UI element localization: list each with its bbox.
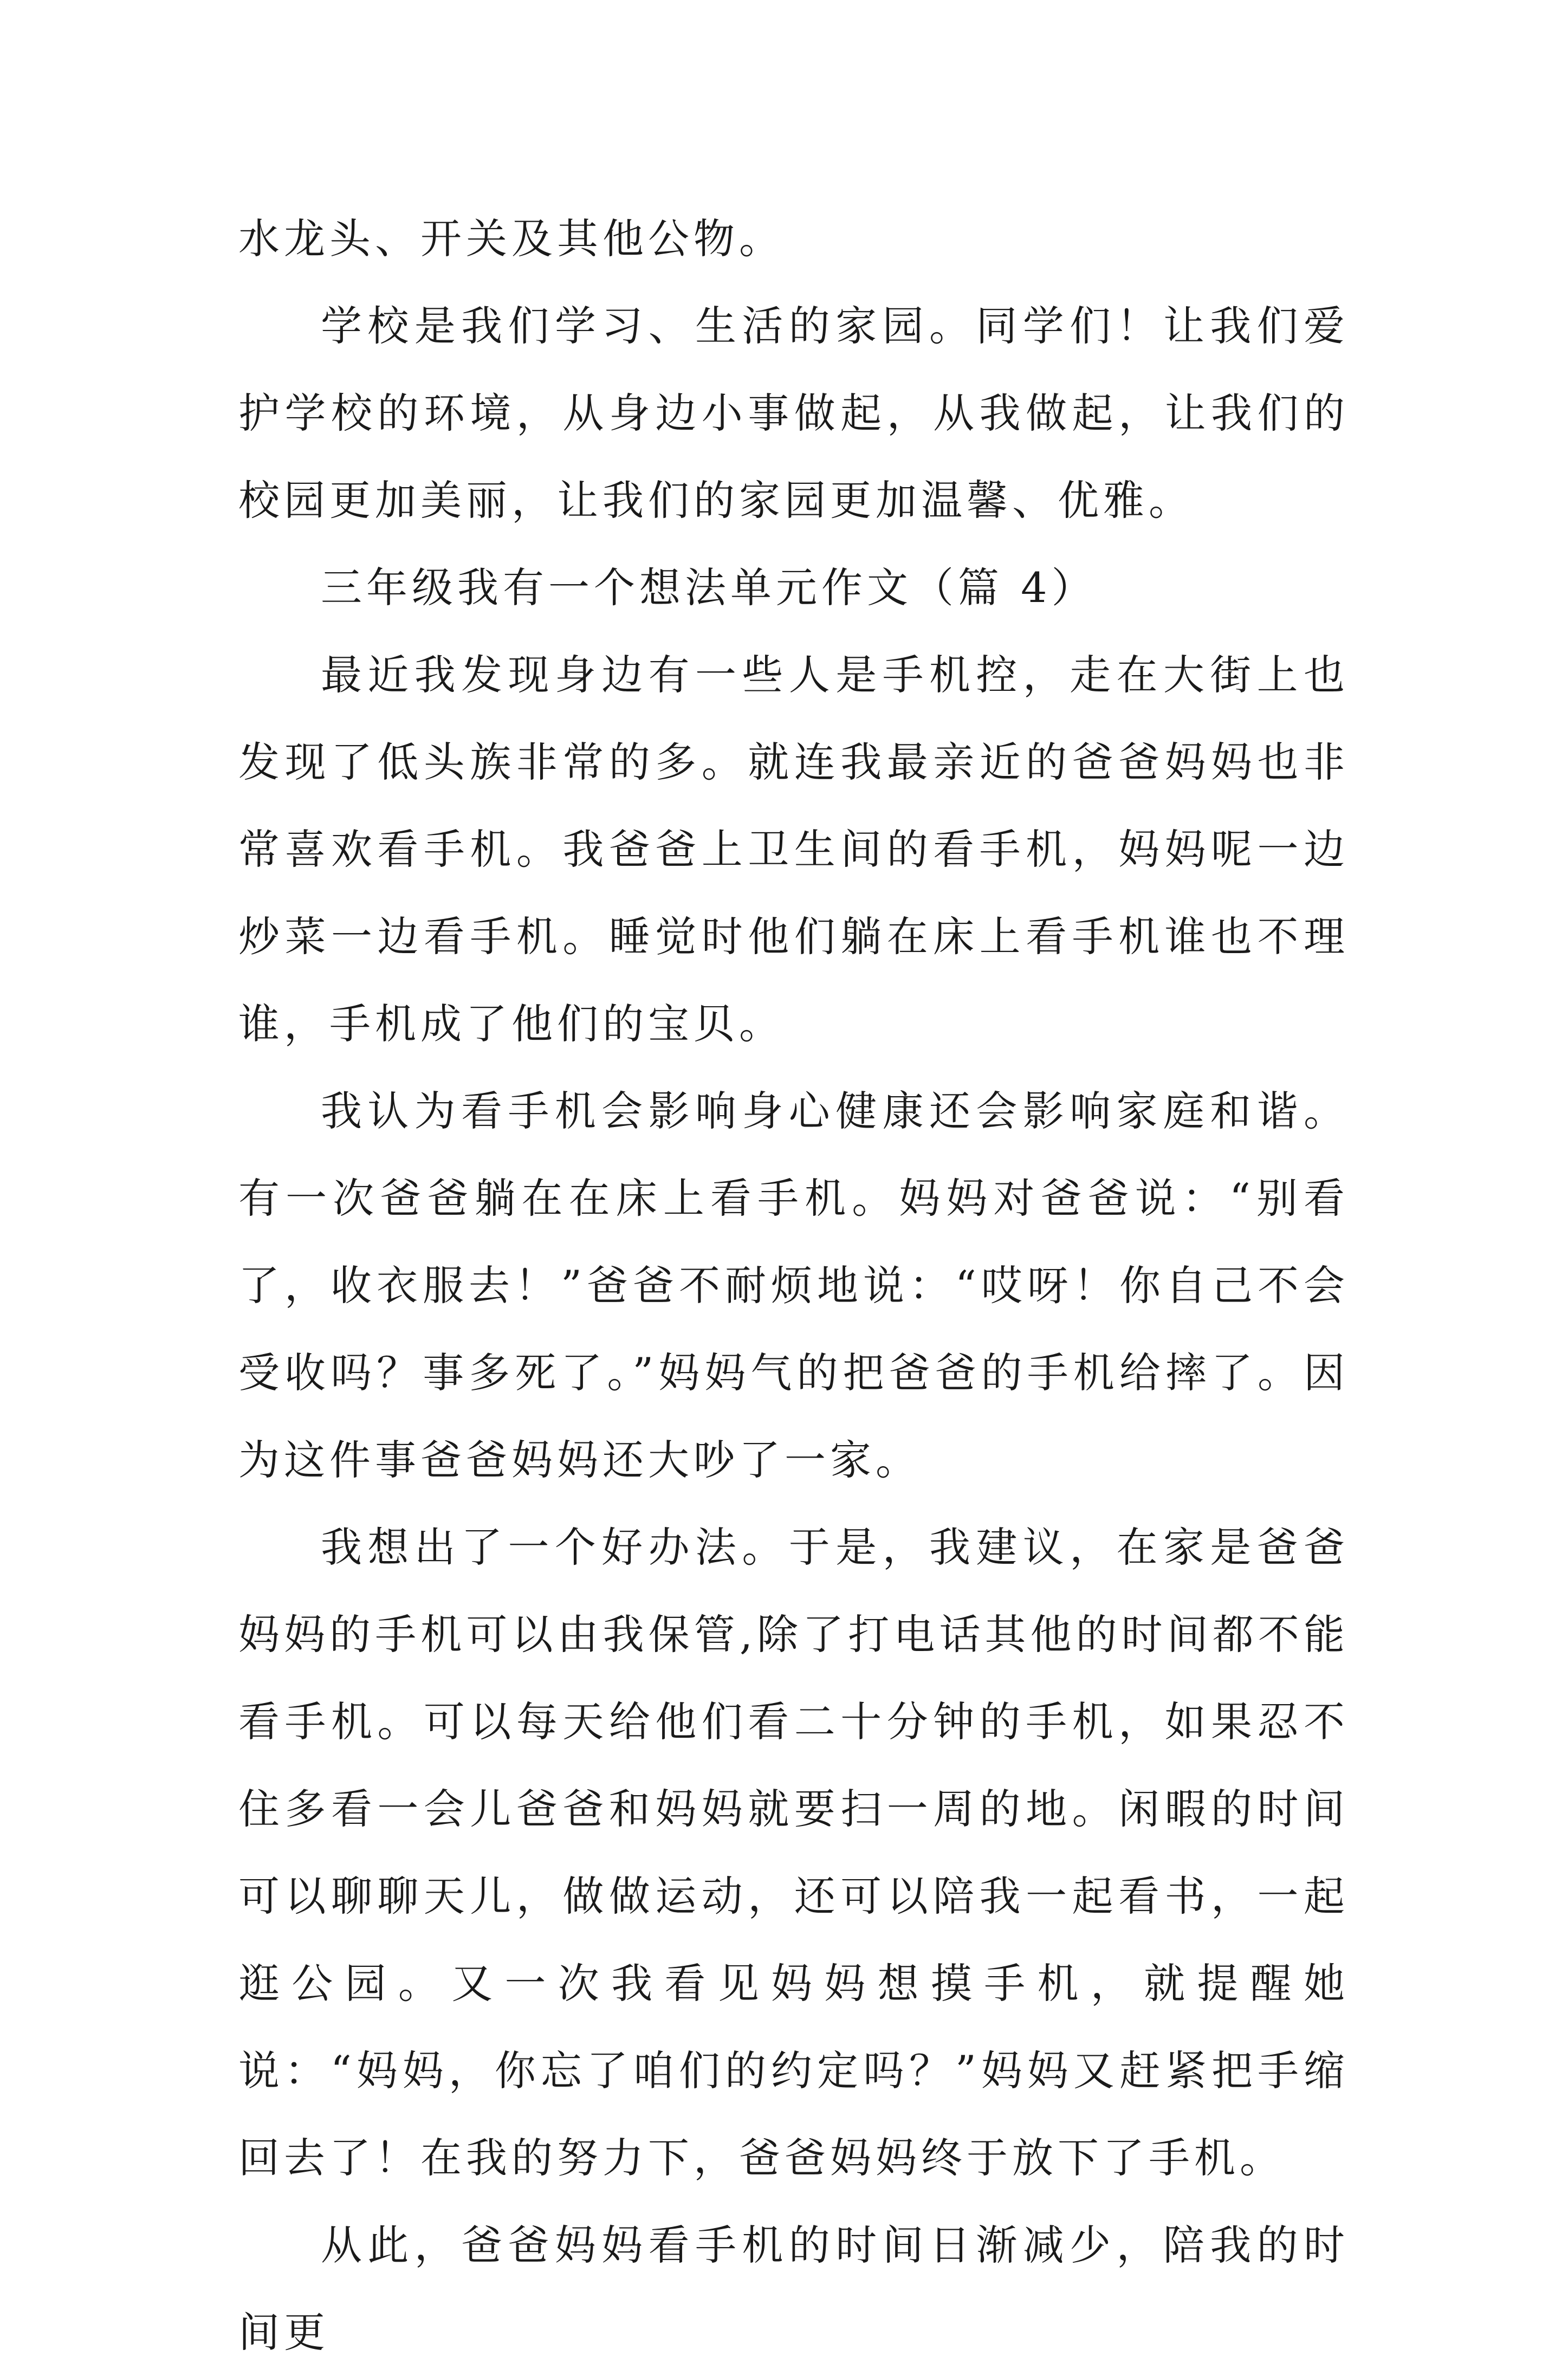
- paragraph-continued: 水龙头、开关及其他公物。: [238, 215, 785, 263]
- document-body: [238, 195, 1349, 2376]
- paragraph-school-environment: 学校是我们学习、生活的家园。同学们！让我们爱护学校的环境，从身边小事做起，从我做起，让我们的校园更加美丽，让我们的家园更加温馨、优雅。: [238, 302, 1349, 525]
- essay-title: 三年级我有一个想法单元作文（篇 4）: [321, 564, 1097, 612]
- paragraph-conclusion: 从此，爸爸妈妈看手机的时间日渐减少，陪我的时间更: [238, 2221, 1349, 2356]
- paragraph-family-argument: 我认为看手机会影响身心健康还会影响家庭和谐。有一次爸爸躺在在床上看手机。妈妈对爸爸说：“别看了，收衣服去！”爸爸不耐烦地说：“哎呀！你自己不会受收吗？事多死了。”妈妈气的把爸爸的手机给摔了。因为这件事爸爸妈妈还大吵了一家。: [238, 1087, 1349, 1484]
- paragraph-good-idea: 我想出了一个好办法。于是，我建议，在家是爸爸妈妈的手机可以由我保管,除了打电话其他的时间都不能看手机。可以每天给他们看二十分钟的手机，如果忍不住多看一会儿爸爸和妈妈就要扫一周的地。闲暇的时间可以聊聊天儿，做做运动，还可以陪我一起看书，一起逛公园。又一次我看见妈妈想摸手机，就提醒她说：“妈妈，你忘了咱们的约定吗？”妈妈又赶紧把手缩回去了！在我的努力下，爸爸妈妈终于放下了手机。: [238, 1523, 1349, 2182]
- paragraph-phone-addicts: 最近我发现身边有一些人是手机控，走在大街上也发现了低头族非常的多。就连我最亲近的爸爸妈妈也非常喜欢看手机。我爸爸上卫生间的看手机，妈妈呢一边炒菜一边看手机。睡觉时他们躺在床上看手机谁也不理谁，手机成了他们的宝贝。: [238, 651, 1349, 1048]
